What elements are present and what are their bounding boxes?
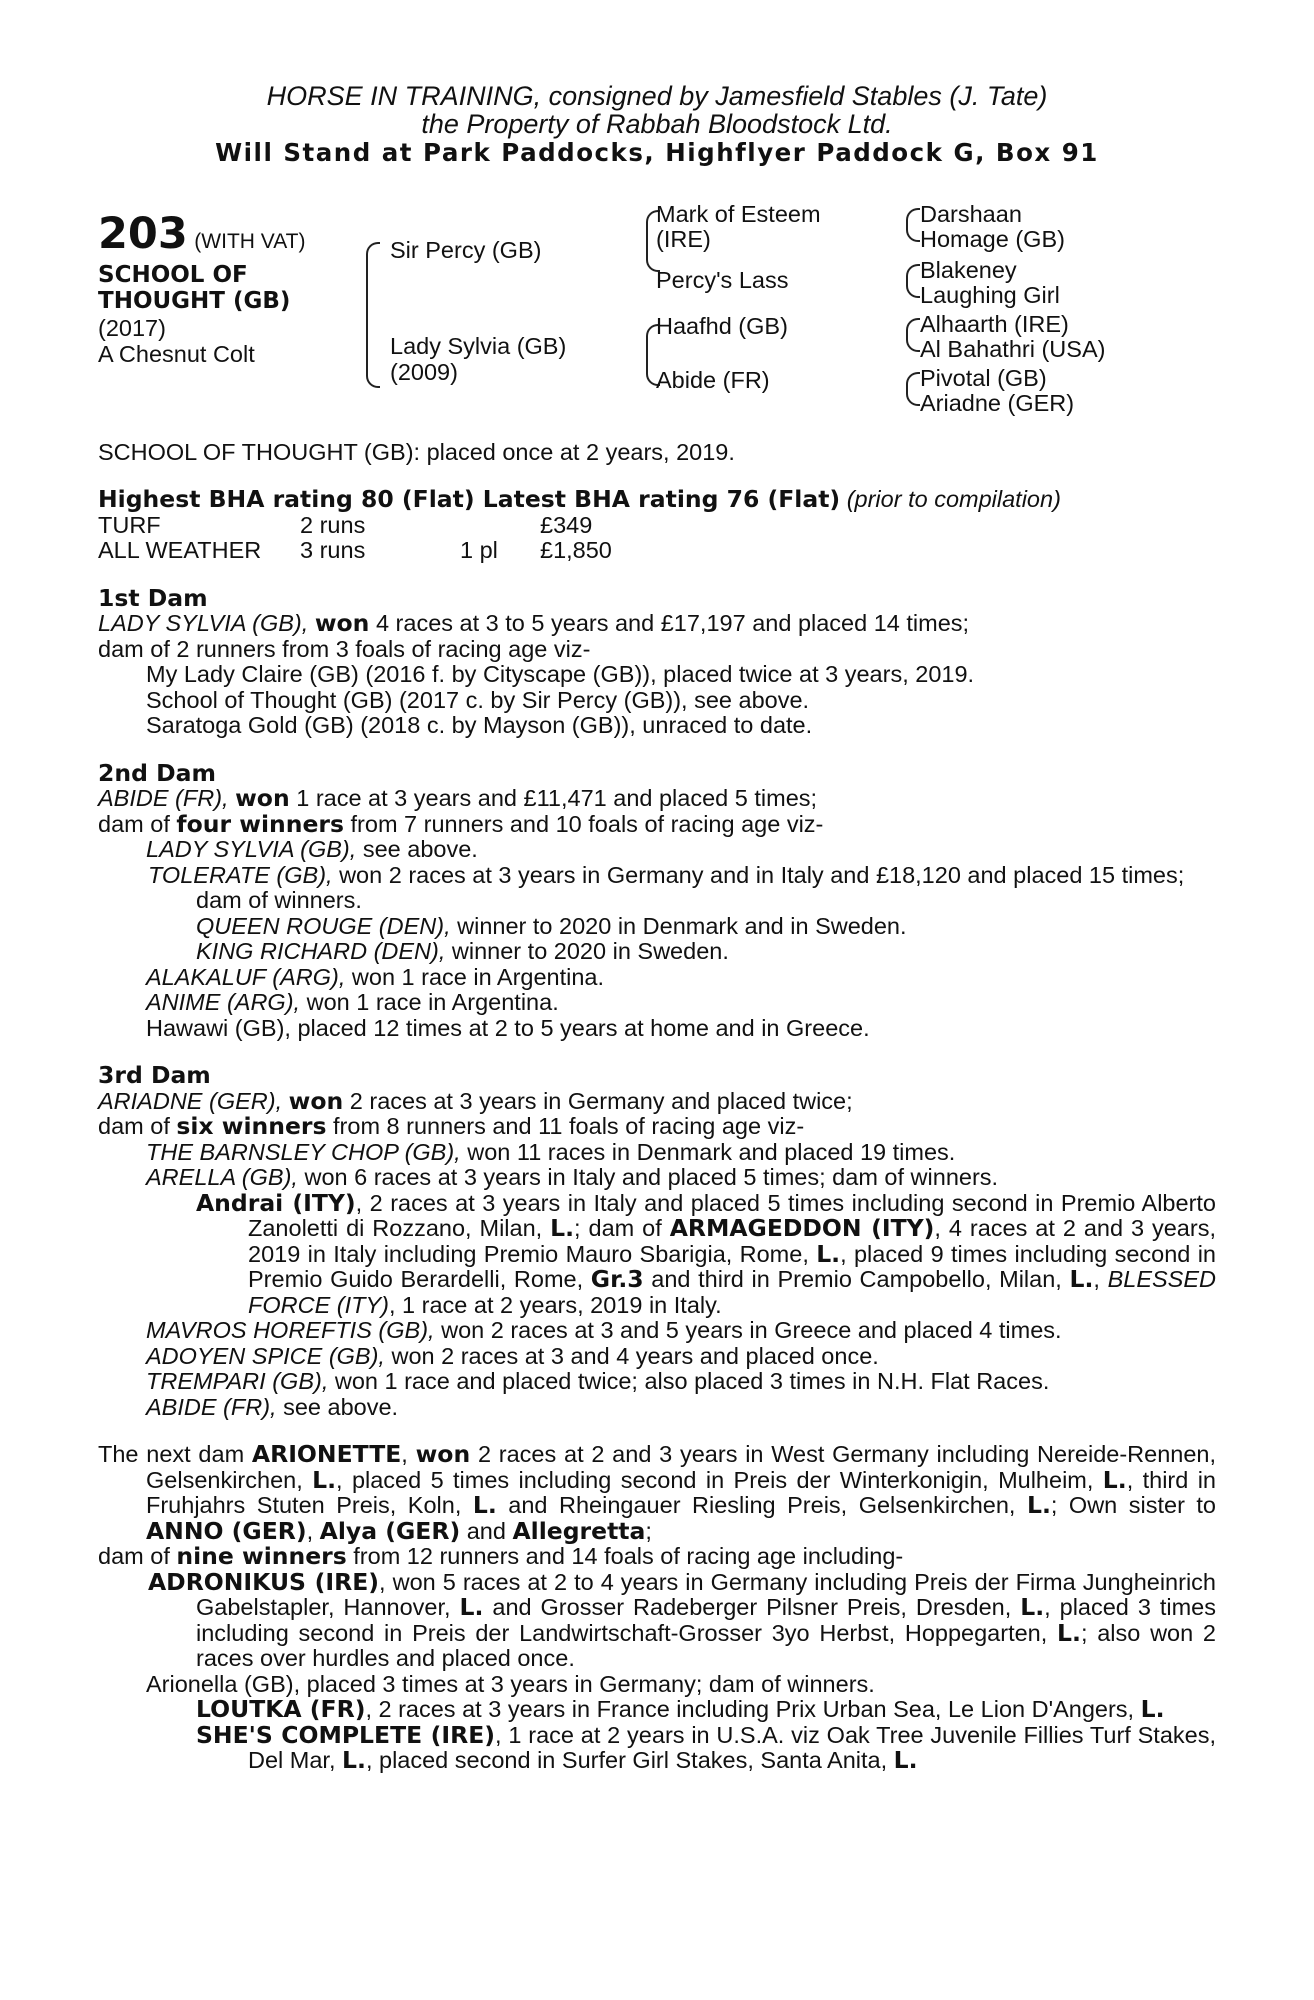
brace-1 [906,208,920,242]
listed-mark: L. [1020,1593,1045,1621]
horse-name: THE BARNSLEY CHOP (GB), [146,1138,461,1165]
listed-mark: L. [459,1593,484,1621]
list-item [98,914,1216,940]
text: and third in Premio Campobello, Milan, [643,1266,1070,1292]
text: , placed 9 times including second in Premio Guido Berardelli, Rome, [248,1240,1217,1292]
text: , [1093,1266,1108,1292]
catalogue-page [98,82,1216,1774]
horse-name: ARIONETTE [251,1440,402,1468]
pedigree-dds: Pivotal (GB) [920,364,1047,391]
horse-name: QUEEN ROUGE (DEN), [196,912,451,939]
list-item [98,1395,1216,1421]
text: won 2 races at 3 years in Germany and in Italy and £18,120 and placed 15 times; dam of winners. [196,861,1185,913]
dam-name: LADY SYLVIA (GB), [98,610,309,636]
text: , won 5 races at 2 to 4 years in Germany including Preis der Firma Jungheinrich Gabelstapler, Hannover, [196,1568,1216,1620]
text: from 7 runners and 10 foals of racing age viz- [344,810,824,837]
text: winner to 2020 in Denmark and in Sweden. [450,912,907,939]
header-property: the Property of Rabbah Bloodstock Ltd. [421,109,893,139]
text: dam of [98,810,177,837]
text: won 2 races at 3 and 4 years and placed once. [384,1342,879,1369]
text: see above. [276,1393,399,1420]
header-consignor: HORSE IN TRAINING, consigned by Jamesfield Stables (J. Tate) [266,81,1048,111]
listed-mark: L. [1057,1618,1081,1647]
dam-name: ABIDE (FR), [98,785,229,811]
section-heading: 1st Dam [98,583,208,612]
pedigree-dsd: Al Bahathri (USA) [920,335,1106,362]
horse-name: LOUTKA (FR) [196,1695,366,1723]
list-item [98,1318,1216,1344]
listed-mark: L. [816,1239,841,1268]
text: from 8 runners and 11 foals of racing age viz- [326,1113,805,1139]
horse-name: Andrai (ITY) [196,1188,356,1217]
vat-note: (WITH VAT) [194,229,306,253]
listed-mark: L. [893,1746,918,1774]
list-item [98,1140,1216,1166]
brace-4 [906,372,920,406]
list-item [98,1165,1216,1191]
surface-cell: ALL WEATHER [98,537,262,563]
horse-name: ADRONIKUS (IRE) [148,1567,380,1596]
produce-summary [98,1544,1216,1570]
list-item [98,1188,1217,1319]
list-item [98,1369,1216,1395]
text: and Grosser Radeberger Pilsner Preis, Dresden, [483,1594,1021,1620]
pedigree-sdd: Laughing Girl [920,281,1060,308]
first-dam-section [98,583,1216,739]
list-item: Arionella (GB), placed 3 times at 3 years in Germany; dam of winners. [146,1670,875,1697]
next-dam-paragraph [98,1442,1216,1544]
text: and Rheingauer Riesling Preis, Gelsenkirchen, [496,1492,1027,1518]
list-item: Saratoga Gold (GB) (2018 c. by Mayson (GB)), unraced to date. [146,712,813,738]
horse-name: TOLERATE (GB), [148,861,333,888]
section-heading: 2nd Dam [98,758,216,787]
text: won 6 races at 3 years in Italy and placed 5 times; dam of winners. [297,1164,999,1190]
horse-name: ALAKALUF (ARG), [146,963,346,990]
pedigree-sire: Sir Percy (GB) [390,236,542,263]
text: , 4 races at 2 and 3 years, 2019 in Italy including Premio Mauro Sbarigia, Rome, [248,1215,1216,1267]
runs-cell: 2 runs [300,511,366,538]
won-label: won [415,1440,471,1468]
race-summary: SCHOOL OF THOUGHT (GB): placed once at 2 years, 2019. [98,438,735,465]
horse-name: KING RICHARD (DEN), [196,938,446,964]
horse-name: ADOYEN SPICE (GB), [146,1342,385,1369]
pedigree-dam-year: (2009) [390,358,458,385]
pedigree-ds: Haafhd (GB) [656,312,788,339]
text: won 2 races at 3 and 5 years in Greece and placed 4 times. [434,1317,1062,1343]
group-mark: Gr.3 [590,1265,644,1293]
listed-mark: L. [472,1491,497,1519]
table-row [98,513,612,539]
winners-count: nine winners [176,1542,347,1570]
list-item [98,1720,1216,1774]
horse-name: Alya (GER) [319,1516,461,1545]
list-item: My Lady Claire (GB) (2016 f. by Cityscape (GB)), placed twice at 3 years, 2019. [146,661,975,687]
text: , placed 5 times including second in Preis der Winterkonigin, Mulheim, [336,1466,1103,1493]
text: winner to 2020 in Sweden. [445,938,729,964]
produce-summary: dam of 2 runners from 3 foals of racing age viz- [98,635,591,662]
text: , third in Fruhjahrs Stuten Preis, Koln, [146,1466,1217,1518]
dam-name: ARIADNE (GER), [98,1087,283,1114]
horse-name: MAVROS HOREFTIS (GB), [146,1317,435,1343]
listed-mark: L. [1026,1491,1051,1519]
rating-line [98,487,1216,513]
earnings-cell: £1,850 [540,537,612,563]
dam-line [98,1086,1216,1115]
text: from 12 runners and 14 foals of racing age including- [346,1543,904,1569]
pedigree-ddd: Ariadne (GER) [920,389,1075,416]
text: ; Own sister to [1050,1492,1216,1518]
next-dam-section [98,1442,1216,1774]
winners-count: four winners [176,809,344,838]
list-item [98,1697,1216,1723]
horse-name: BLESSED FORCE (ITY) [248,1266,1216,1318]
dam-record: 4 races at 3 to 5 years and £17,197 and placed 14 times; [369,610,970,636]
earnings-cell: £349 [540,511,593,538]
pedigree-ssd: Homage (GB) [920,225,1065,252]
listed-mark: L. [1069,1265,1094,1293]
section-heading: 3rd Dam [98,1061,211,1089]
text: , 2 races at 3 years in France including Prix Urban Sea, Le Lion D'Angers, [365,1696,1141,1722]
text: won 1 race and placed twice; also placed 3 times in N.H. Flat Races. [328,1368,1050,1394]
dam-record: 1 race at 3 years and £11,471 and placed 5 times; [289,785,818,811]
text: ; dam of [574,1215,670,1241]
pedigree-sds: Blakeney [920,256,1017,283]
text: won 1 race in Argentina. [300,989,559,1015]
horse-name: Allegretta [512,1516,646,1545]
text: , [306,1517,320,1544]
text: dam of [98,1113,177,1139]
rating-note: (prior to compilation) [846,486,1061,512]
list-item: School of Thought (GB) (2017 c. by Sir Percy (GB)), see above. [146,686,810,713]
horse-name-1: SCHOOL OF [98,261,248,288]
dam-line [98,611,1216,637]
listed-mark: L. [312,1465,337,1494]
text: , 1 race at 2 years, 2019 in Italy. [389,1291,722,1318]
won-label: won [314,609,370,637]
horse-name-2: THOUGHT (GB) [98,287,291,314]
winners-count: six winners [176,1112,327,1140]
text: won 1 race in Argentina. [345,963,605,990]
list-item [98,990,1216,1016]
horse-name: ARELLA (GB), [146,1164,298,1190]
places-cell: 1 pl [460,537,498,563]
text: , placed second in Surfer Girl Stakes, Santa Anita, [365,1747,894,1773]
table-row [98,538,612,564]
places-cell [460,513,540,539]
horse-name: TREMPARI (GB), [146,1368,329,1394]
dam-record: 2 races at 3 years in Germany and placed twice; [343,1087,853,1114]
text: , placed 3 times including second in Preis der Landwirtschaft-Grosser 3yo Herbst, Hoppegarten, [196,1594,1216,1646]
list-item [98,1567,1216,1672]
lot-number-line [98,208,306,259]
list-item [98,965,1216,991]
runs-table [98,513,612,564]
list-item: Hawawi (GB), placed 12 times at 2 to 5 years at home and in Greece. [146,1014,870,1041]
horse-name: LADY SYLVIA (GB), [146,836,357,862]
text: see above. [356,836,478,862]
pedigree-sd: Percy's Lass [656,266,789,293]
listed-mark: L. [550,1214,575,1242]
list-item [98,863,1216,914]
won-label: won [288,1086,344,1115]
pedigree-block [98,202,1216,442]
header-location: Will Stand at Park Paddocks, Highflyer Paddock G, Box 91 [215,138,1099,167]
text: , 2 races at 3 years in Italy and placed 5 times including second in Premio Alberto Zanoletti di Rozzano, Milan, [248,1189,1216,1241]
rating-section [98,487,1216,564]
pedigree-dd: Abide (FR) [656,366,770,393]
runs-cell: 3 runs [300,537,366,563]
won-label: won [235,784,290,812]
horse-name: ANNO (GER) [146,1516,307,1545]
text: dam of [98,1543,177,1569]
produce-summary [98,809,1216,838]
pedigree-dss: Alhaarth (IRE) [920,310,1069,337]
pedigree-sss: Darshaan [920,200,1022,227]
list-item [98,1344,1216,1370]
dam-line [98,786,1216,812]
horse-name: ABIDE (FR), [146,1393,277,1420]
horse-name: ANIME (ARG), [146,989,301,1015]
text: and [460,1517,513,1544]
text: The next dam [98,1441,252,1467]
produce-summary [98,1114,1216,1140]
text: ; also won 2 races over hurdles and placed once. [196,1619,1216,1671]
pedigree-dam: Lady Sylvia (GB) [390,332,567,359]
listed-mark: L. [1140,1695,1165,1723]
horse-description: A Chesnut Colt [98,340,255,367]
text: 2 races at 2 and 3 years in West Germany including Nereide-Rennen, Gelsenkirchen, [146,1441,1217,1493]
surface-cell: TURF [98,511,161,538]
pedigree-ss-country: (IRE) [656,225,711,252]
text: won 11 races in Denmark and placed 19 times. [460,1138,956,1165]
text: , 1 race at 2 years in U.S.A. viz Oak Tree Juvenile Fillies Turf Stakes, Del Mar, [248,1721,1216,1773]
second-dam-section [98,758,1216,1042]
brace-3 [906,318,920,352]
horse-name: ARMAGEDDON (ITY) [669,1214,935,1242]
brace-2 [906,264,920,298]
text: ; [645,1517,652,1544]
listed-mark: L. [1102,1465,1127,1494]
lot-number: 203 [98,208,188,259]
pedigree-ss: Mark of Esteem [656,200,821,227]
rating-text: Highest BHA rating 80 (Flat) Latest BHA rating 76 (Flat) [98,485,841,513]
text: , [401,1441,416,1467]
list-item [98,837,1216,863]
sire-dam-brace [366,242,380,388]
horse-year: (2017) [98,314,166,341]
third-dam-section [98,1063,1216,1420]
horse-name: SHE'S COMPLETE (IRE) [196,1720,496,1749]
list-item [98,939,1216,965]
listed-mark: L. [342,1746,366,1774]
